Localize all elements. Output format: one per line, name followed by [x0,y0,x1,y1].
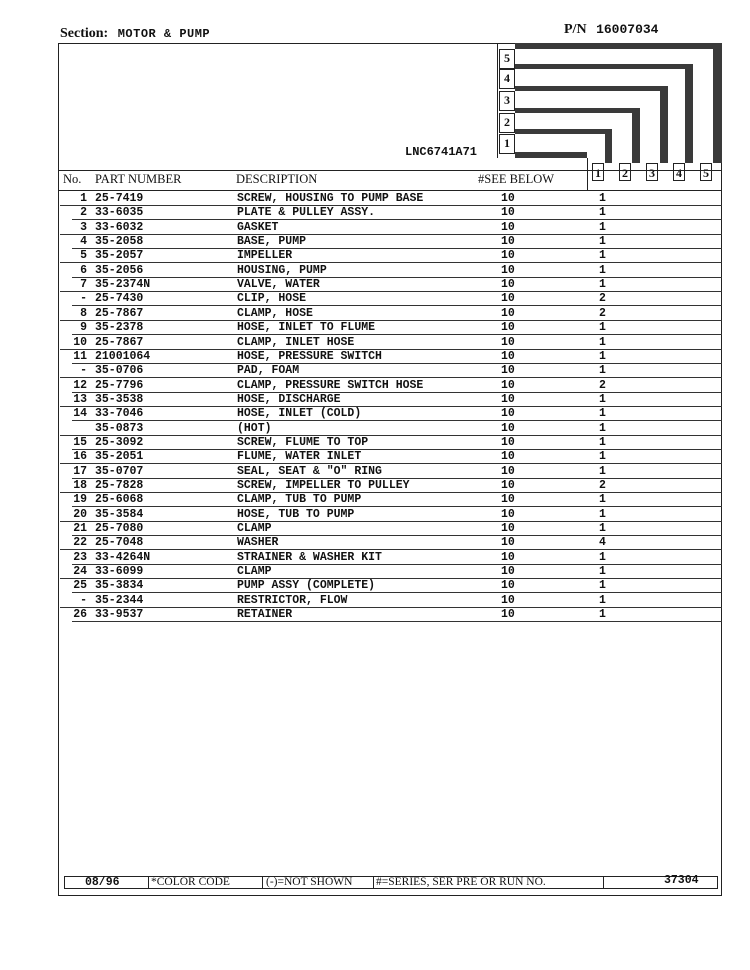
row-quantity: 2 [599,479,606,492]
row-quantity: 2 [599,306,606,320]
row-part-number: 33-7046 [95,407,144,421]
series-col-left-rule [587,158,588,190]
row-part-number: 25-7430 [95,292,144,306]
series-stair-base [515,152,587,158]
row-quantity: 2 [599,292,606,306]
col-head-description: DESCRIPTION [236,172,318,186]
row-quantity: 1 [599,421,606,435]
row-quantity: 1 [599,407,606,421]
row-number: 9 [80,321,87,335]
pn-value: 16007034 [596,22,659,37]
row-part-number: 35-2058 [95,235,144,249]
row-quantity: 1 [599,507,606,521]
row-description: HOSE, DISCHARGE [237,392,341,406]
row-number: 1 [80,192,87,205]
row-description: CLAMP, INLET HOSE [237,335,355,349]
row-quantity: 1 [599,321,606,335]
row-number: 10 [73,335,87,349]
series-stair-4 [515,64,690,69]
table-row [60,364,724,378]
row-number: 8 [80,306,87,320]
row-series: 10 [501,378,515,392]
series-stair-4-v [685,64,693,163]
table-row [60,336,724,350]
series-col-1: 1 [592,163,604,181]
table-row [60,221,724,235]
row-description: CLIP, HOSE [237,292,307,306]
row-series: 10 [501,335,515,349]
row-series: 10 [501,292,515,306]
row-description: SCREW, HOUSING TO PUMP BASE [237,192,424,205]
row-part-number: 33-6099 [95,565,144,579]
row-number: 2 [80,206,87,220]
row-quantity: 1 [599,235,606,249]
row-quantity: 1 [599,220,606,234]
row-part-number: 35-2056 [95,263,144,277]
series-stair-5-v [713,43,722,163]
row-part-number: 25-7867 [95,306,144,320]
row-description: HOSE, INLET (COLD) [237,407,362,421]
footer-series-note: #=SERIES, SER PRE OR RUN NO. [376,876,546,888]
row-description: GASKET [237,220,279,234]
footer-sep [262,876,263,889]
table-row [60,450,724,464]
row-description: CLAMP, PRESSURE SWITCH HOSE [237,378,424,392]
row-number: 18 [73,479,87,492]
row-part-number: 25-7796 [95,378,144,392]
table-row [60,393,724,407]
row-quantity: 1 [599,364,606,378]
row-series: 10 [501,464,515,478]
row-description: VALVE, WATER [237,278,320,292]
table-row [60,479,724,493]
row-number: 5 [80,249,87,263]
row-number: 7 [80,278,87,292]
row-description: CLAMP, TUB TO PUMP [237,493,362,507]
row-number: 15 [73,435,87,449]
series-box-left-rule [497,43,498,158]
row-quantity: 1 [599,565,606,579]
row-description: BASE, PUMP [237,235,307,249]
col-head-series: #SEE BELOW [478,172,555,186]
row-quantity: 1 [599,450,606,464]
row-series: 10 [501,192,515,205]
row-part-number: 25-7419 [95,192,144,205]
row-part-number: 25-7080 [95,522,144,536]
row-description: CLAMP, HOSE [237,306,313,320]
row-quantity: 1 [599,278,606,292]
row-description: (HOT) [237,421,272,435]
row-part-number: 33-6035 [95,206,144,220]
row-series: 10 [501,536,515,550]
row-quantity: 1 [599,192,606,205]
table-row [60,292,724,306]
row-quantity: 1 [599,493,606,507]
row-quantity: 1 [599,550,606,564]
row-quantity: 1 [599,249,606,263]
footer-date: 08/96 [85,876,120,889]
row-rule [72,621,722,622]
row-series: 10 [501,349,515,363]
table-row [60,379,724,393]
row-series: 10 [501,550,515,564]
row-description: RETAINER [237,608,293,622]
row-part-number: 33-9537 [95,608,144,622]
row-number: 3 [80,220,87,234]
footer-sep [603,876,604,889]
section-value: MOTOR & PUMP [117,27,211,41]
row-description: IMPELLER [237,249,293,263]
footer-sep [148,876,149,889]
series-box-2: 2 [499,113,515,133]
row-series: 10 [501,479,515,492]
row-description: HOUSING, PUMP [237,263,327,277]
row-part-number: 25-7048 [95,536,144,550]
row-description: SEAL, SEAT & "O" RING [237,464,382,478]
table-row [60,278,724,292]
series-box-4: 4 [499,69,515,89]
footer-not-shown: (-)=NOT SHOWN [266,876,353,888]
row-description: PUMP ASSY (COMPLETE) [237,579,376,593]
part-number-header [564,22,658,38]
table-row [60,536,724,550]
series-stair-5 [515,43,722,49]
row-series: 10 [501,579,515,593]
row-number: 6 [80,263,87,277]
row-quantity: 1 [599,579,606,593]
row-description: PAD, FOAM [237,364,300,378]
table-row [60,206,724,220]
row-part-number: 25-3092 [95,435,144,449]
table-row [60,508,724,522]
row-quantity: 1 [599,608,606,622]
row-description: SCREW, FLUME TO TOP [237,435,369,449]
row-quantity: 1 [599,206,606,220]
row-quantity: 1 [599,263,606,277]
series-stair-3 [515,86,668,91]
row-part-number: 25-7828 [95,479,144,492]
col-head-part-number: PART NUMBER [95,172,182,186]
row-description: HOSE, INLET TO FLUME [237,321,376,335]
row-number: 11 [73,349,87,363]
row-part-number: 21001064 [95,349,151,363]
table-row [60,307,724,321]
series-col-2: 2 [619,163,631,181]
row-number: 19 [73,493,87,507]
table-row [60,594,724,608]
footer-doc-number: 37304 [664,874,699,887]
row-description: HOSE, TUB TO PUMP [237,507,355,521]
row-part-number: 25-7867 [95,335,144,349]
series-col-3: 3 [646,163,658,181]
row-quantity: 1 [599,464,606,478]
row-description: WASHER [237,536,279,550]
pn-label: P/N [564,22,587,37]
row-series: 10 [501,392,515,406]
table-row [60,321,724,335]
row-part-number: 35-2374N [95,278,151,292]
header-separator [58,170,722,171]
row-part-number: 35-3584 [95,507,144,521]
table-row [60,493,724,507]
row-series: 10 [501,565,515,579]
table-row [60,407,724,421]
col-head-no: No. [63,172,82,186]
row-part-number: 35-2378 [95,321,144,335]
series-stair-2-v [632,108,640,163]
row-number: 25 [73,579,87,593]
series-stair-2 [515,108,640,113]
row-description: FLUME, WATER INLET [237,450,362,464]
series-stair-1 [515,129,612,134]
row-series: 10 [501,421,515,435]
row-quantity: 1 [599,435,606,449]
row-number: 4 [80,235,87,249]
row-description: CLAMP [237,565,272,579]
row-series: 10 [501,493,515,507]
row-part-number: 35-3538 [95,392,144,406]
row-description: HOSE, PRESSURE SWITCH [237,349,382,363]
row-part-number: 35-2057 [95,249,144,263]
row-number: 26 [73,608,87,622]
row-series: 10 [501,522,515,536]
row-number: - [80,364,87,378]
row-series: 10 [501,450,515,464]
table-row [60,608,724,622]
table-row [60,565,724,579]
row-series: 10 [501,364,515,378]
row-part-number: 35-0873 [95,421,144,435]
row-series: 10 [501,321,515,335]
row-part-number: 35-2344 [95,593,144,607]
row-part-number: 35-0706 [95,364,144,378]
series-stair-1-v [605,129,612,163]
row-description: SCREW, IMPELLER TO PULLEY [237,479,410,492]
row-series: 10 [501,220,515,234]
table-row [60,422,724,436]
row-number: 21 [73,522,87,536]
row-number: 20 [73,507,87,521]
series-box-3: 3 [499,91,515,111]
row-quantity: 4 [599,536,606,550]
row-quantity: 1 [599,593,606,607]
row-series: 10 [501,206,515,220]
table-row [60,192,724,206]
row-description: RESTRICTOR, FLOW [237,593,348,607]
row-quantity: 1 [599,349,606,363]
table-row [60,522,724,536]
row-number: 13 [73,392,87,406]
row-series: 10 [501,263,515,277]
row-series: 10 [501,608,515,622]
row-description: CLAMP [237,522,272,536]
row-number: 12 [73,378,87,392]
row-part-number: 33-4264N [95,550,151,564]
row-description: PLATE & PULLEY ASSY. [237,206,376,220]
table-row [60,350,724,364]
row-series: 10 [501,235,515,249]
row-number: 14 [73,407,87,421]
row-series: 10 [501,278,515,292]
footer-color-code: *COLOR CODE [151,876,230,888]
row-part-number: 25-6068 [95,493,144,507]
table-row [60,551,724,565]
row-part-number: 35-3834 [95,579,144,593]
row-series: 10 [501,407,515,421]
table-row [60,264,724,278]
row-number: - [80,593,87,607]
row-number: 17 [73,464,87,478]
section-label: Section: [60,26,109,41]
row-series: 10 [501,593,515,607]
row-number: - [80,292,87,306]
row-number: 24 [73,565,87,579]
series-stair-3-v [660,86,668,163]
table-row [60,436,724,450]
row-quantity: 1 [599,522,606,536]
row-quantity: 1 [599,392,606,406]
series-col-5: 5 [700,163,712,181]
table-row [60,249,724,263]
row-part-number: 35-2051 [95,450,144,464]
row-series: 10 [501,435,515,449]
row-quantity: 2 [599,378,606,392]
row-number: 22 [73,536,87,550]
table-row [60,235,724,249]
series-box-1: 1 [499,134,515,154]
row-description: STRAINER & WASHER KIT [237,550,382,564]
row-part-number: 35-0707 [95,464,144,478]
row-number: 23 [73,550,87,564]
row-quantity: 1 [599,335,606,349]
column-header-separator [58,190,722,191]
row-part-number: 33-6032 [95,220,144,234]
table-row [60,465,724,479]
row-series: 10 [501,507,515,521]
series-box-5: 5 [499,49,515,69]
model-code: LNC6741A71 [405,145,478,159]
section-header [60,26,210,42]
row-series: 10 [501,249,515,263]
row-series: 10 [501,306,515,320]
row-number: 16 [73,450,87,464]
series-col-4: 4 [673,163,685,181]
table-row [60,579,724,593]
footer-sep [373,876,374,889]
